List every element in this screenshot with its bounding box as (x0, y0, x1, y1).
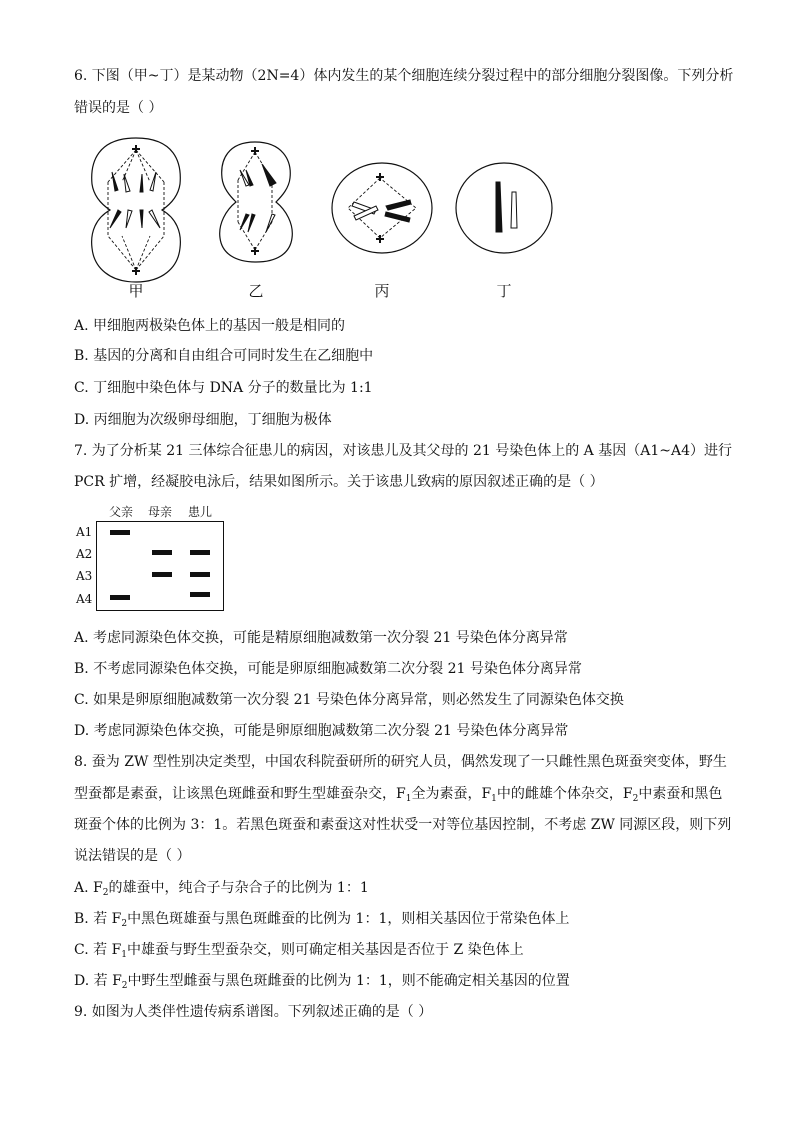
q6-option-c: C. 丁细胞中染色体与 DNA 分子的数量比为 1:1 (74, 380, 373, 396)
band-mother-a3 (152, 572, 172, 577)
gel-figure (76, 503, 226, 611)
q7-stem-line1: 7. 为了分析某 21 三体综合征患儿的病因，对该患儿及其父母的 21 号染色体上的 A 基因（A1~A4）进行 (74, 443, 733, 459)
q7-option-d: D. 考虑同源染色体交换，可能是卵原细胞减数第二次分裂 21 号染色体分离异常 (74, 723, 569, 739)
q7-stem-line2: PCR 扩增，经凝胶电泳后，结果如图所示。关于该患儿致病的原因叙述正确的是（ ） (74, 474, 604, 490)
q9-stem: 9. 如图为人类伴性遗传病系谱图。下列叙述正确的是（ ） (74, 1004, 433, 1020)
gel-col-child: 患儿 (188, 505, 213, 519)
cell-division-figure (80, 132, 570, 302)
gel-row-a4: A4 (76, 592, 93, 606)
gel-row-a2: A2 (76, 547, 93, 561)
cell-jia-outline (92, 138, 181, 282)
cell-label-bing: 丙 (374, 282, 390, 300)
gel-row-a3: A3 (76, 569, 93, 583)
q8-stem-line2: 型蚕都是素蚕，让该黑色斑雌蚕和野生型雄蚕杂交，$F_1$全为素蚕，$F_1$中的雌雄个体杂交，$F_2$中素蚕和黑色 (74, 786, 723, 804)
q8-stem-line3: 斑蚕个体的比例为 3：1。若黑色斑蚕和素蚕这对性状受一对等位基因控制，不考虑 ZW 同源区段，则下列 (74, 817, 732, 833)
q8-stem-line1: 8. 蚕为 ZW 型性别决定类型，中国农科院蚕研所的研究人员，偶然发现了一只雌性黑色斑蚕突变体，野生 (74, 754, 727, 770)
band-mother-a2 (152, 550, 172, 555)
q8-stem-line4: 说法错误的是（ ） (74, 848, 191, 864)
band-father-a4 (110, 595, 130, 600)
gel-row-a1: A1 (76, 525, 93, 539)
q8-option-c: C. 若 $F_1$中雄蚕与野生型蚕杂交，则可确定相关基因是否位于 Z 染色体上 (74, 942, 524, 960)
band-child-a4 (190, 592, 210, 597)
band-child-a2 (190, 550, 210, 555)
q6-stem-line1: 6. 下图（甲~丁）是某动物（2N=4）体内发生的某个细胞连续分裂过程中的部分细胞分裂图像。下列分析 (74, 68, 734, 84)
cell-yi-outline (220, 142, 293, 262)
q8-option-b: B. 若 $F_2$中黑色斑雄蚕与黑色斑雌蚕的比例为 1：1，则相关基因位于常染色体上 (74, 911, 570, 929)
q7-option-c: C. 如果是卵原细胞减数第一次分裂 21 号染色体分离异常，则必然发生了同源染色体交换 (74, 692, 624, 708)
q8-option-a: A. $F_2$的雄蚕中，纯合子与杂合子的比例为 1：1 (74, 880, 369, 898)
gel-col-father: 父亲 (109, 505, 134, 519)
cell-label-jia: 甲 (128, 282, 144, 300)
q6-stem-line2: 错误的是（ ） (74, 100, 163, 116)
cell-ding-outline (456, 163, 552, 253)
q6-option-d: D. 丙细胞为次级卵母细胞，丁细胞为极体 (74, 412, 332, 428)
cell-division-drawing (80, 132, 570, 302)
band-father-a1 (110, 530, 130, 535)
cell-label-ding: 丁 (496, 282, 512, 300)
q7-option-b: B. 不考虑同源染色体交换，可能是卵原细胞减数第二次分裂 21 号染色体分离异常 (74, 661, 582, 677)
q6-option-b: B. 基因的分离和自由组合可同时发生在乙细胞中 (74, 348, 374, 364)
band-child-a3 (190, 572, 210, 577)
cell-label-yi: 乙 (248, 282, 264, 300)
q6-option-a: A. 甲细胞两极染色体上的基因一般是相同的 (74, 318, 346, 334)
q7-option-a: A. 考虑同源染色体交换，可能是精原细胞减数第一次分裂 21 号染色体分离异常 (74, 630, 568, 646)
q8-option-d: D. 若 $F_2$中野生型雌蚕与黑色斑雌蚕的比例为 1：1，则不能确定相关基因的位置 (74, 973, 570, 991)
gel-col-mother: 母亲 (148, 505, 173, 519)
